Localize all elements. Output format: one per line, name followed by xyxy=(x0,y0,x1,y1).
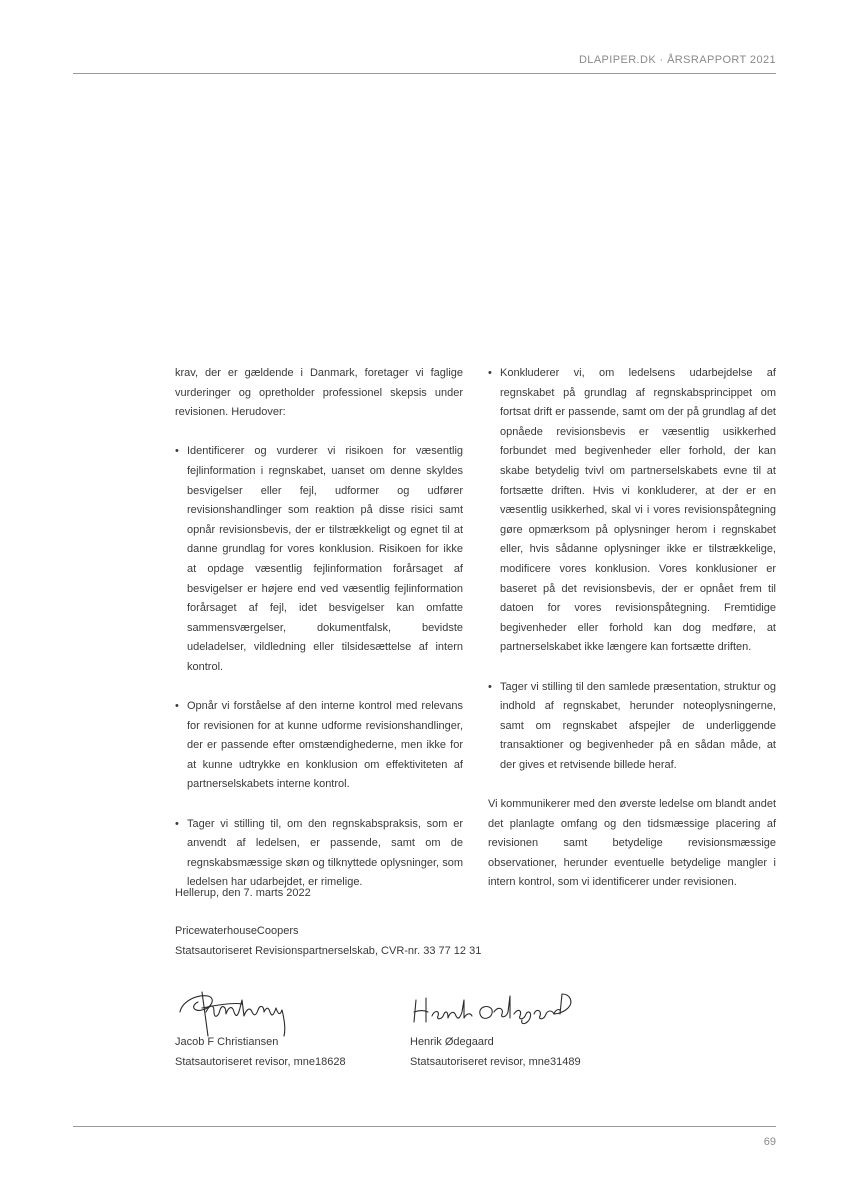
list-item-text: Tager vi stilling til den samlede præsentation, struktur og indhold af regnskabet, herunder noteoplysningerne, samt om regnskabet afspejler de underliggende transaktioner og begivenheder på en sådan måde, at der gives et retvisende billede heraf. xyxy=(500,680,776,771)
signer-title: Statsautoriseret revisor, mne31489 xyxy=(410,1055,581,1068)
list-item xyxy=(175,697,463,795)
bullet-icon: • xyxy=(175,445,179,458)
signer-name: Henrik Ødegaard xyxy=(410,1036,494,1048)
bullet-icon: • xyxy=(175,817,179,830)
page-number: 69 xyxy=(763,1136,776,1148)
list-item-text: Identificerer og vurderer vi risikoen for væsentlig fejlinformation i regnskabet, uanset om denne skyldes besvigelser eller fejl, udformer og udfører revisionshandlinger som reaktion på disse risici samt opnår revisionsbevis, der er tilstrækkeligt og egnet til at danne grundlag for vores konklusion. Risikoen for ikke at opdage væsentlig fejlinformation forårsaget af besvigelser er højere end ved væsentlig fejlinformation forårsaget af fejl, idet besvigelser kan omfatte sammensværgelser, dokumentfalsk, bevidste udeladelser, vildledning eller tilsidesættelse af intern kontrol. xyxy=(187,445,463,673)
firm-name: PricewaterhouseCoopers xyxy=(175,925,299,937)
list-item xyxy=(488,364,776,658)
header-rule xyxy=(73,73,776,74)
running-header: DLAPIPER.DK · ÅRSRAPPORT 2021 xyxy=(578,54,776,66)
auditor-firm xyxy=(175,922,481,961)
closing-paragraph: Vi kommunikerer med den øverste ledelse om blandt andet det planlagte omfang og den tidsmæssige placering af revisionen samt betydelige revisionsmæssige observationer, herunder eventuelle betydelige mangler i intern kontrol, som vi identificerer under revisionen. xyxy=(488,798,776,889)
firm-detail: Statsautoriseret Revisionspartnerselskab, CVR-nr. 33 77 12 31 xyxy=(175,944,482,957)
right-bullet-list xyxy=(488,364,776,775)
intro-paragraph: krav, der er gældende i Danmark, foretager vi faglige vurderinger og opretholder professionel skepsis under revisionen. Herudover: xyxy=(175,367,463,419)
footer-rule xyxy=(73,1126,776,1127)
signature-jacob-christiansen xyxy=(172,982,307,1040)
signer-name: Jacob F Christiansen xyxy=(175,1036,279,1048)
bullet-icon: • xyxy=(488,367,492,379)
list-item xyxy=(175,815,463,893)
signer-jacob-christiansen xyxy=(175,1033,346,1072)
left-bullet-list xyxy=(175,442,463,893)
bullet-icon: • xyxy=(175,700,179,713)
left-column xyxy=(175,364,463,913)
bullet-icon: • xyxy=(488,680,492,693)
signer-title: Statsautoriseret revisor, mne18628 xyxy=(175,1055,346,1068)
list-item xyxy=(175,442,463,677)
signing-date: Hellerup, den 7. marts 2022 xyxy=(175,887,311,899)
right-column xyxy=(488,364,776,913)
list-item xyxy=(488,678,776,776)
list-item-text: Konkluderer vi, om ledelsens udarbejdelse af regnskabet på grundlag af regnskabsprincippet om fortsat drift er passende, samt om der på grundlag af det opnåede revisionsbevis er væsentlig usikkerhed forbundet med begivenheder eller forhold, der kan skabe betydelig tvivl om partnerselskabets evne til at fortsætte driften. Hvis vi konkluderer, at der er en væsentlig usikkerhed, skal vi i vores revisionspåtegning gøre opmærksom på oplysninger herom i regnskabet eller, hvis sådanne oplysninger ikke er tilstrækkelige, modificere vores konklusion. Vores konklusioner er baseret på det revisionsbevis, der er opnået frem til datoen for vores revisionspåtegning. Fremtidige begivenheder eller forhold kan dog medføre, at partnerselskabet ikke længere kan fortsætte driften. xyxy=(500,367,776,654)
signer-henrik-oedegaard xyxy=(410,1033,581,1072)
list-item-text: Opnår vi forståelse af den interne kontrol med relevans for revisionen for at kunne udforme revisionshandlinger, der er passende efter omstændighederne, men ikke for at kunne udtrykke en konklusion om effektiviteten af partnerselskabets interne kontrol. xyxy=(187,700,463,791)
signature-henrik-oedegaard xyxy=(410,988,576,1028)
list-item-text: Tager vi stilling til, om den regnskabspraksis, som er anvendt af ledelsen, er passende, samt om de regnskabsmæssige skøn og tilknyttede oplysninger, som ledelsen har udarbejdet, er rimelige. xyxy=(187,817,463,889)
